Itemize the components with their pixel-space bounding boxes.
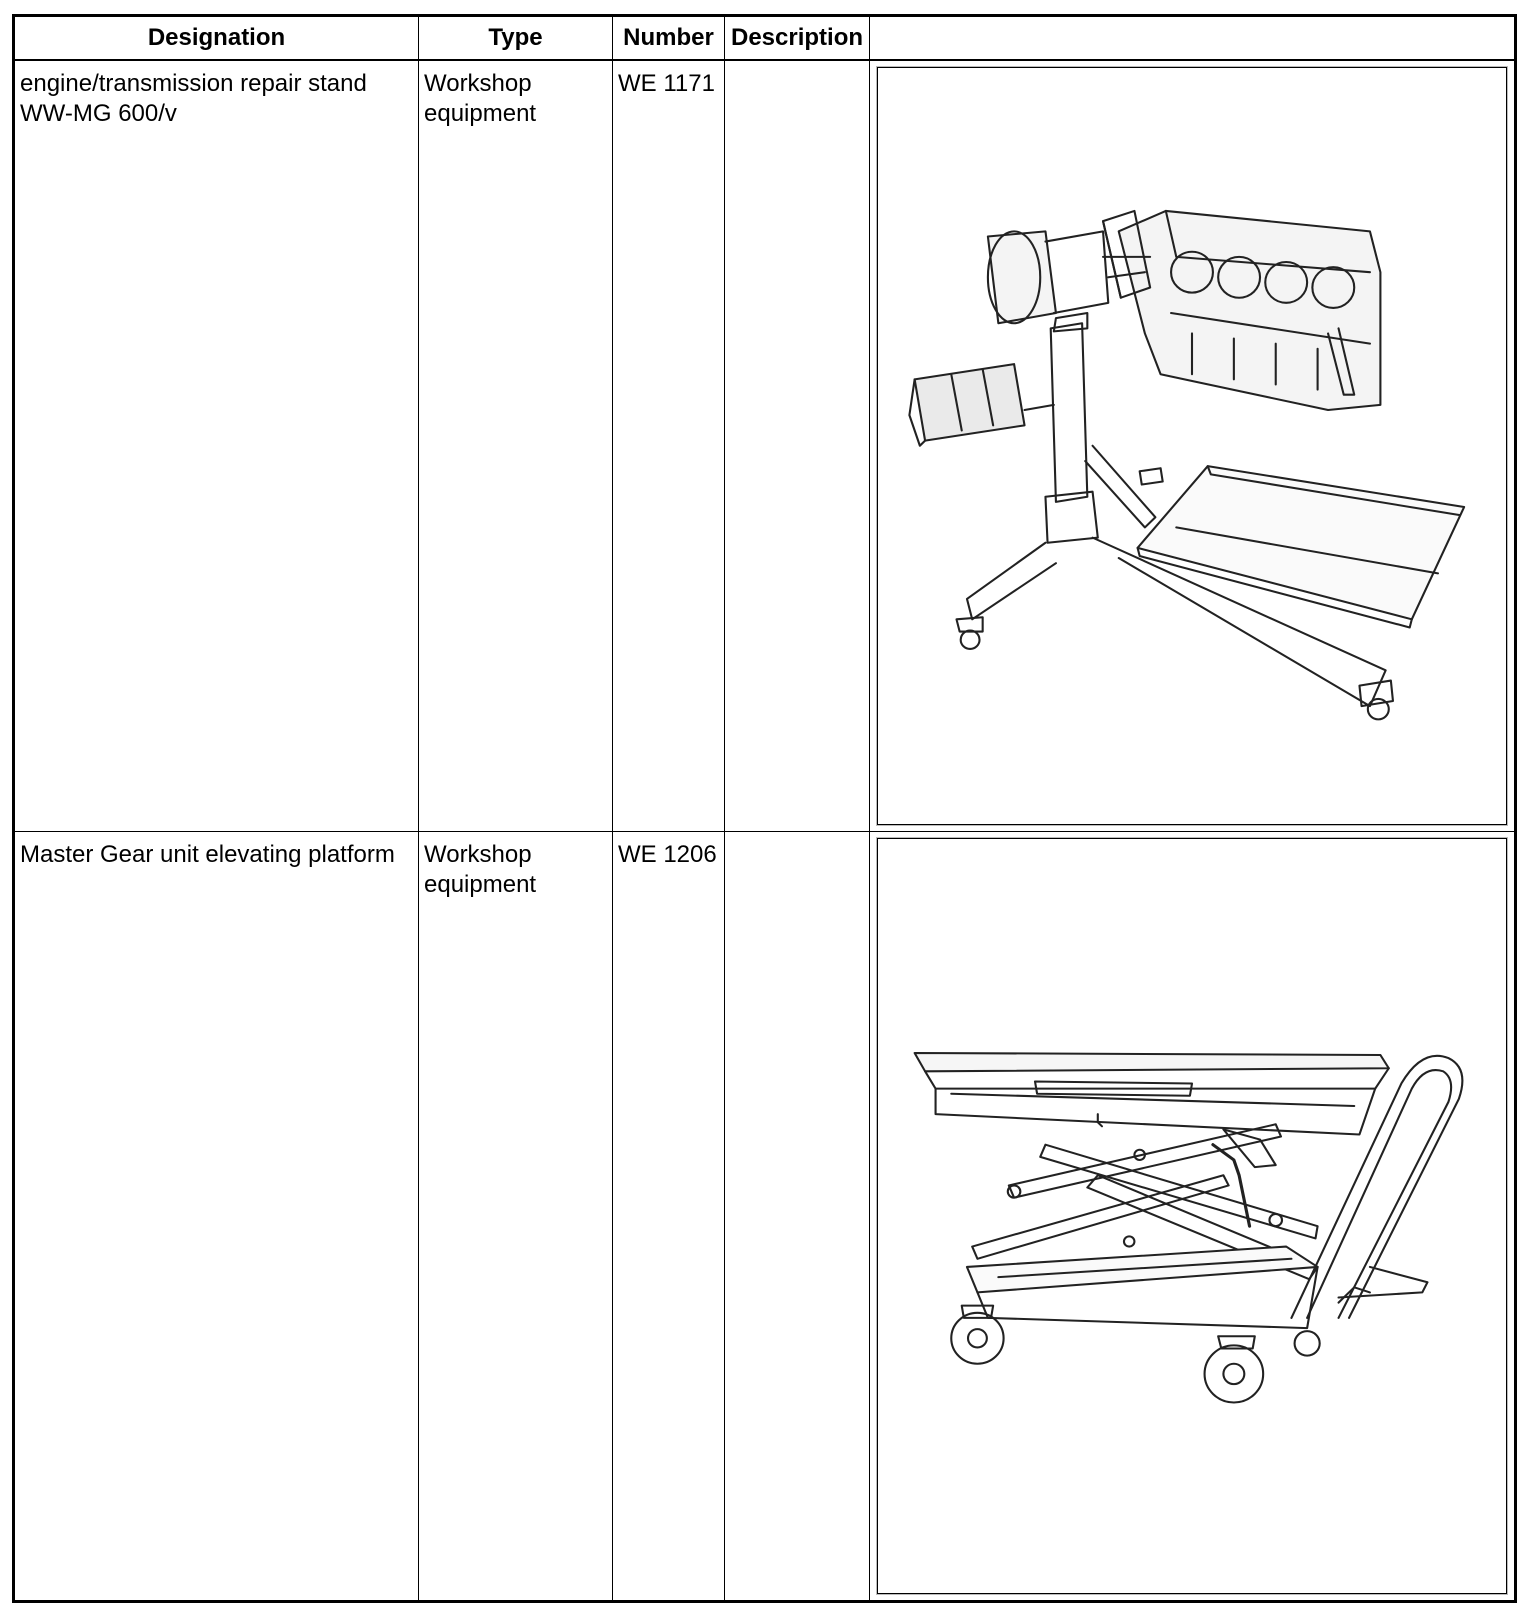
header-image [870,16,1516,61]
cell-description [725,60,870,831]
cell-designation: engine/transmission repair stand WW-MG 600/v [14,60,419,831]
cell-image [870,831,1516,1601]
scissor-lift-table-illustration-icon [877,838,1507,1594]
header-number: Number [613,16,725,61]
table-row [14,60,1516,831]
table-row [14,831,1516,1601]
cell-image [870,60,1516,831]
cell-type: Workshop equipment [419,831,613,1601]
cell-number: WE 1171 [613,60,725,831]
header-description: Description [725,16,870,61]
cell-type: Workshop equipment [419,60,613,831]
engine-repair-stand-illustration-icon [877,67,1507,825]
header-type: Type [419,16,613,61]
cell-designation: Master Gear unit elevating platform [14,831,419,1601]
cell-description [725,831,870,1601]
header-designation: Designation [14,16,419,61]
equipment-table [12,14,1517,1603]
cell-number: WE 1206 [613,831,725,1601]
header-row [14,16,1516,61]
